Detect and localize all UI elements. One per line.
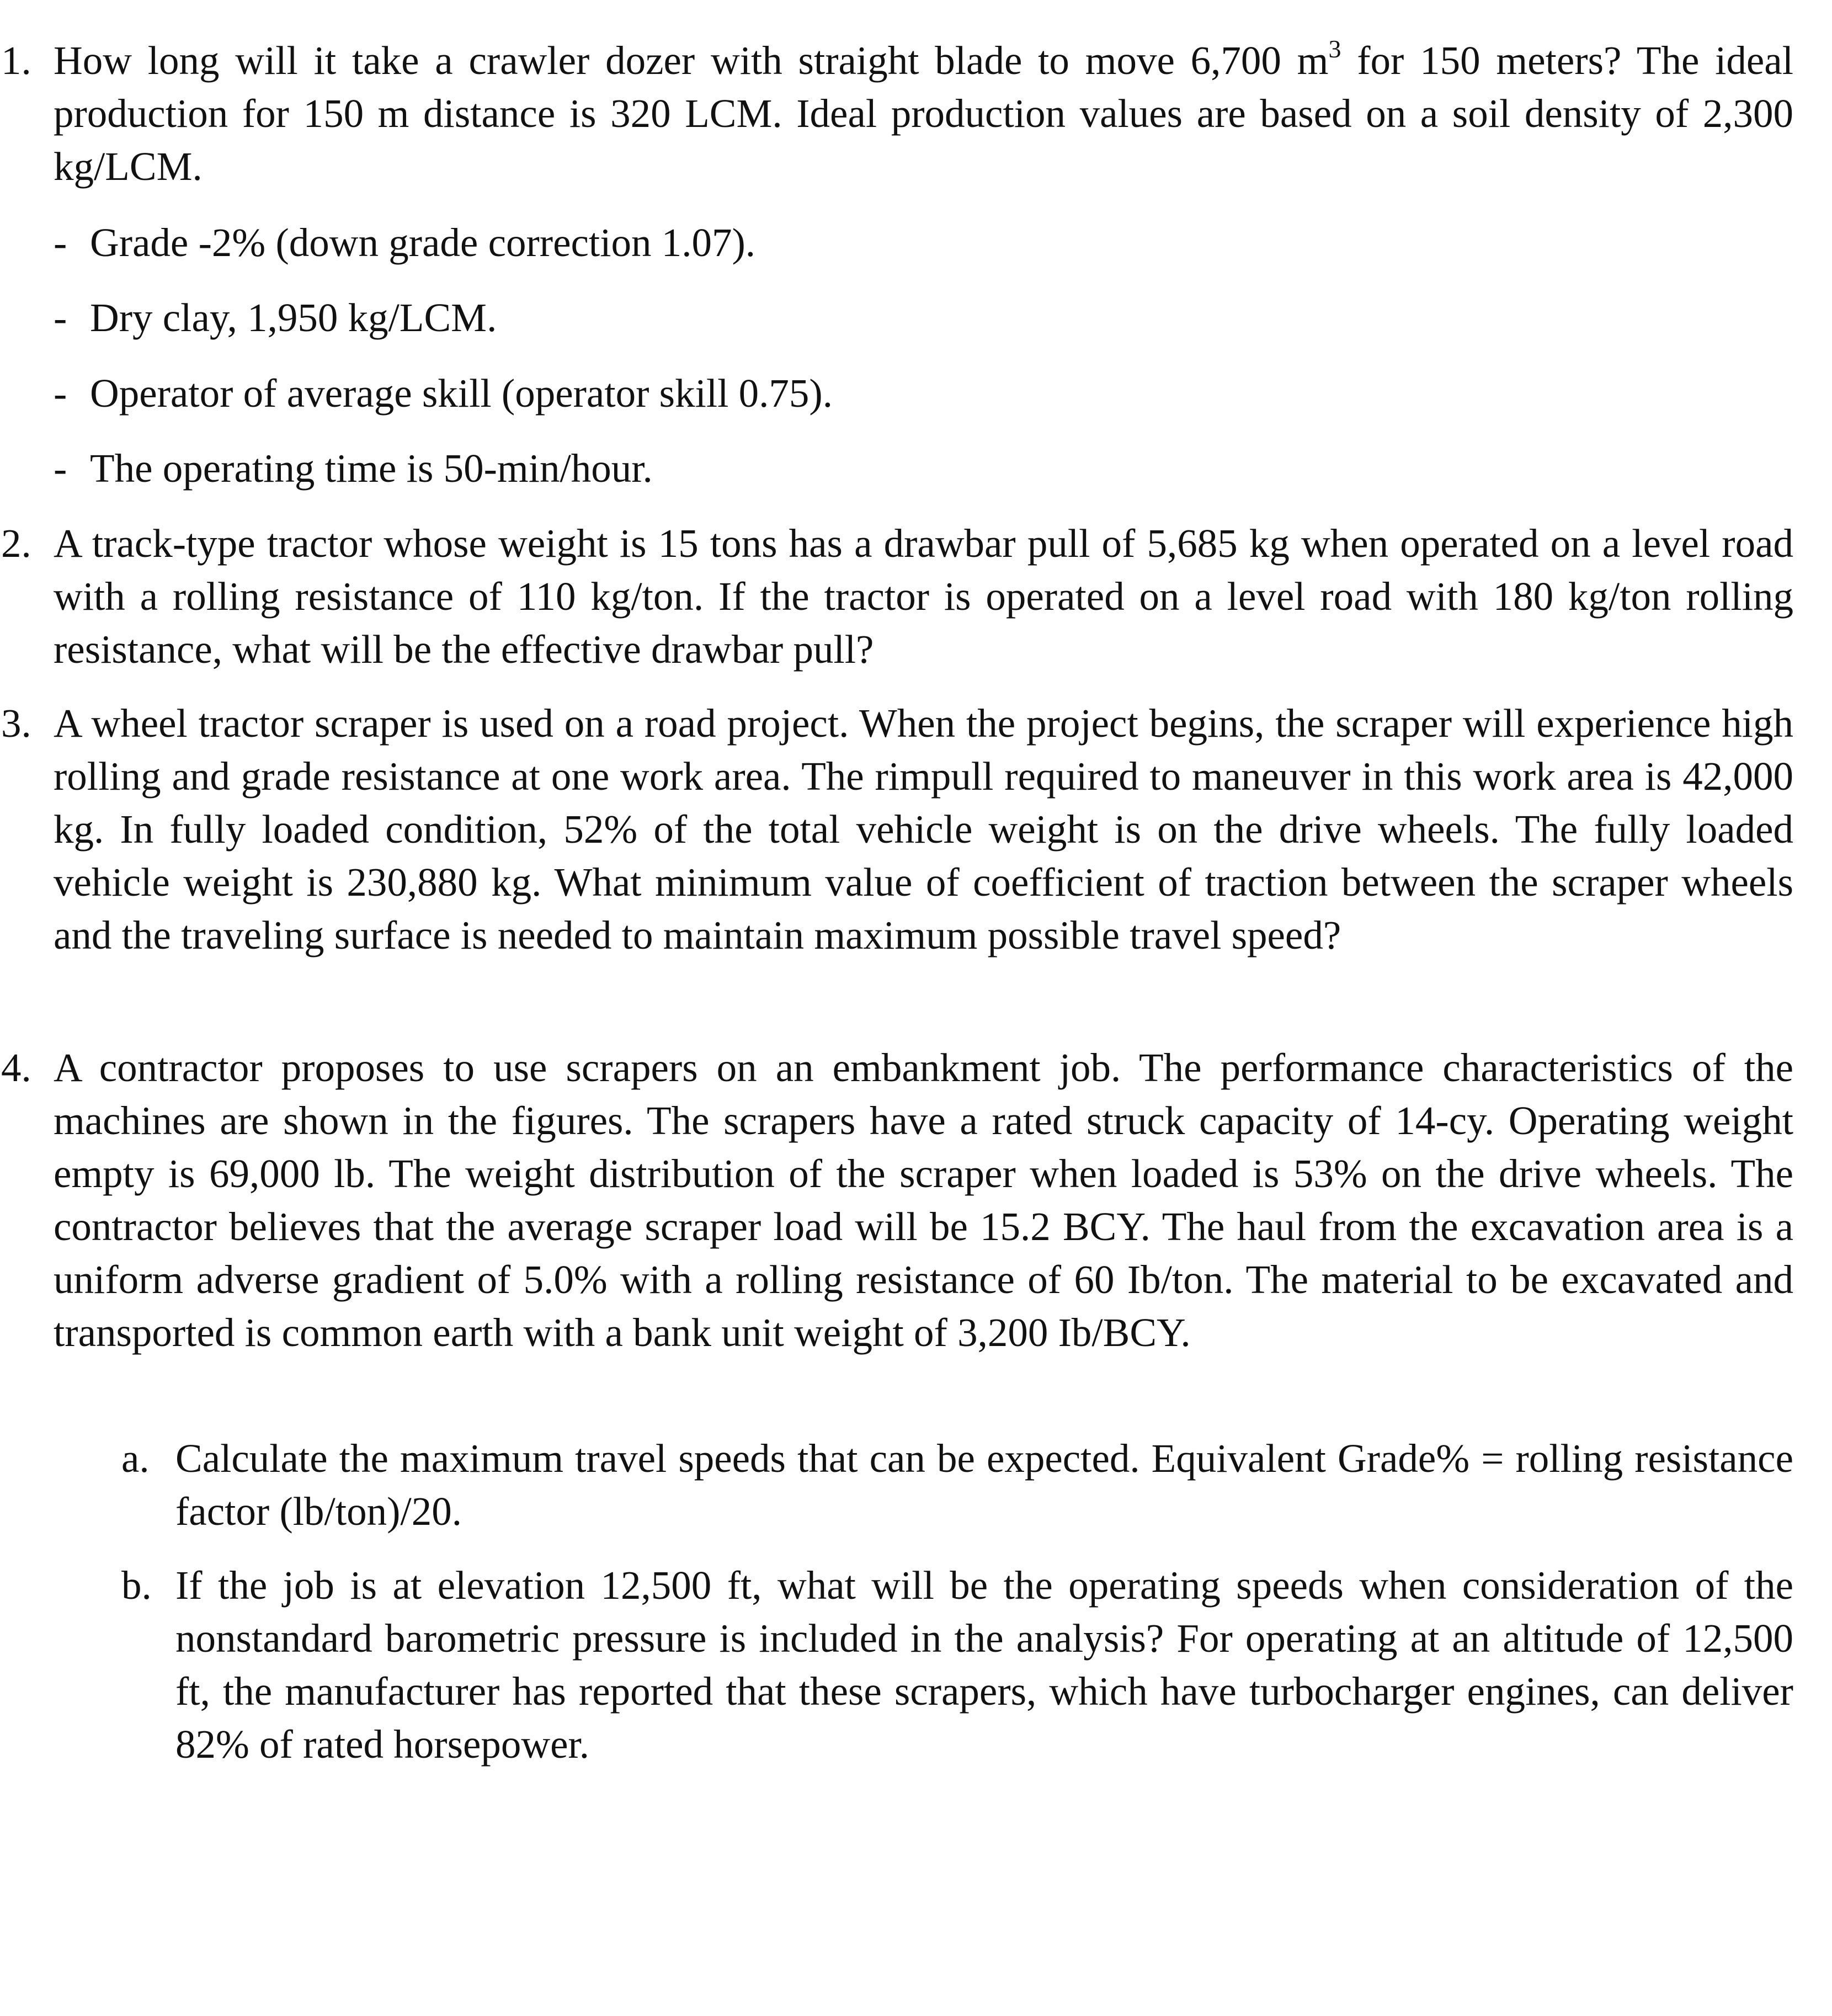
question-2-number: 2. [1, 521, 31, 566]
question-1-bullet-2: - Dry clay, 1,950 kg/LCM. [54, 295, 497, 340]
question-1-bullet-4: - The operating time is 50-min/hour. [54, 446, 653, 491]
part-a-text: Calculate the maximum travel speeds that can be expected. Equivalent Grade% = rolling resistance factor (lb/ton)/20. [175, 1436, 1793, 1534]
question-4-part-a [121, 1432, 1793, 1538]
question-2 [0, 517, 1793, 676]
question-1-number: 1. [1, 38, 31, 83]
question-3-text: A wheel tractor scraper is used on a road project. When the project begins, the scraper will experience high rolling and grade resistance at one work area. The rimpull required to maneuver in this work area is 42,000 kg. In fully loaded condition, 52% of the total vehicle weight is on the drive wheels. The fully loaded vehicle weight is 230,880 kg. What minimum value of coefficient of traction between the scraper wheels and the traveling surface is needed to maintain maximum possible travel speed? [54, 701, 1793, 958]
question-1 [0, 34, 1793, 193]
question-1-bullet-1: - Grade -2% (down grade correction 1.07). [54, 220, 756, 265]
question-3 [0, 697, 1793, 962]
part-b-text: If the job is at elevation 12,500 ft, what will be the operating speeds when consideration of the nonstandard barometric pressure is included in the analysis? For operating at an altitude of 12,500 ft, the manufacturer has reported that these scrapers, which have turbocharger engines, can deliver 82% of rated horsepower. [175, 1563, 1793, 1767]
part-b-letter: b. [121, 1563, 152, 1608]
question-3-number: 3. [1, 701, 31, 746]
question-4-number: 4. [1, 1045, 31, 1090]
question-1-bullet-3: - Operator of average skill (operator skill 0.75). [54, 371, 833, 416]
question-1-text: How long will it take a crawler dozer with straight blade to move 6,700 $m^3$ for 150 meters? The ideal production for 150 m distance is 320 LCM. Ideal production values are based on a soil density of 2,300 kg/LCM. [54, 35, 1793, 189]
part-a-letter: a. [121, 1436, 150, 1481]
question-4-part-b [121, 1559, 1793, 1771]
question-2-text: A track-type tractor whose weight is 15 tons has a drawbar pull of 5,685 kg when operated on a level road with a rolling resistance of 110 kg/ton. If the tractor is operated on a level road with 180 kg/ton rolling resistance, what will be the effective drawbar pull? [54, 521, 1793, 672]
superscript-3: 3 [1328, 35, 1341, 63]
question-4 [0, 1041, 1793, 1359]
question-4-text: A contractor proposes to use scrapers on an embankment job. The performance characteristics of the machines are shown in the figures. The scrapers have a rated struck capacity of 14-cy. Operating weight empty is 69,000 lb. The weight distribution of the scraper when loaded is 53% on the drive wheels. The contractor believes that the average scraper load will be 15.2 BCY. The haul from the excavation area is a uniform adverse gradient of 5.0% with a rolling resistance of 60 Ib/ton. The material to be excavated and transported is common earth with a bank unit weight of 3,200 Ib/BCY. [54, 1045, 1793, 1355]
